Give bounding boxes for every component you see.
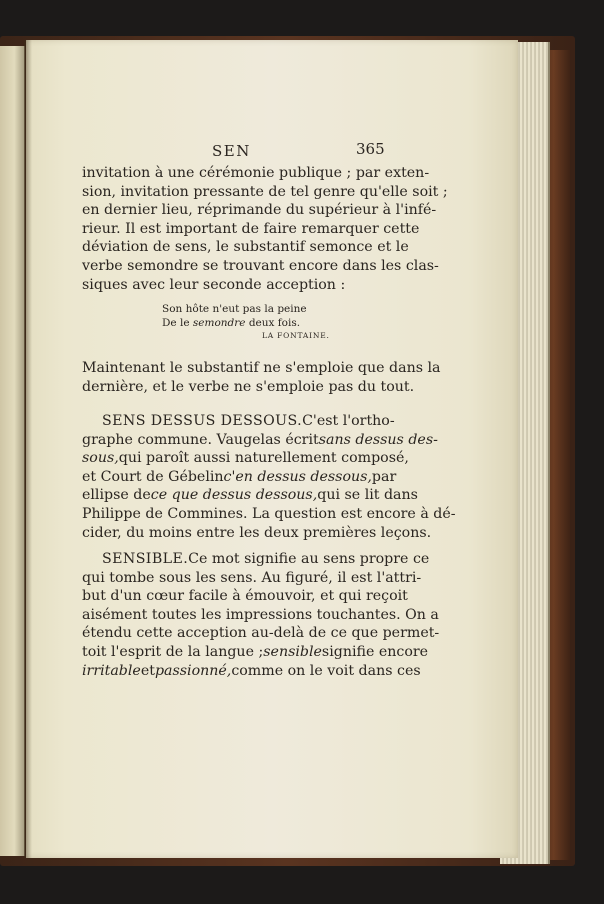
text-line — [82, 257, 439, 276]
headword-text: SENS DESSUS DESSOUS. — [102, 413, 303, 429]
text-span: graphe commune. Vaugelas écrit — [82, 431, 319, 448]
text-line — [82, 550, 430, 569]
quote-line — [162, 316, 307, 330]
text-line — [82, 468, 397, 487]
text-line — [82, 587, 408, 606]
text-span: siques avec leur seconde acception : — [82, 276, 346, 293]
entry-sensible — [82, 550, 440, 680]
quote-line: Son hôte n'eut pas la peine — [162, 303, 307, 315]
text-span: dernière, et le verbe ne s'emploie pas du tout. — [82, 378, 415, 395]
text-span: invitation à une cérémonie publique ; par exten- — [82, 165, 430, 181]
text-line — [82, 164, 430, 183]
quotation — [162, 302, 307, 330]
text-span: toit l'esprit de la langue ; — [82, 643, 264, 660]
italic-span: sensible — [263, 643, 322, 660]
left-page-edge — [0, 46, 25, 856]
text-span: qui se lit dans — [317, 487, 418, 504]
quote-author: LA FONTAINE. — [262, 331, 330, 340]
text-line — [82, 412, 395, 431]
text-span: qui paroît aussi naturellement composé, — [118, 450, 409, 467]
text-span: signifie encore — [321, 643, 429, 660]
text-line — [82, 359, 441, 378]
text-span: en dernier lieu, réprimande du supérieur à l'infé- — [82, 202, 437, 219]
text-span: étendu cette acception au-delà de ce que permet- — [82, 625, 440, 642]
text-span: déviation de sens, le substantif semonce et le — [82, 239, 409, 256]
text-span: verbe semondre se trouvant encore dans les clas- — [82, 257, 439, 274]
text-line — [82, 378, 415, 397]
italic-span: passionné, — [154, 662, 232, 679]
text-line — [82, 276, 385, 295]
italic-span: irritable — [82, 662, 141, 679]
text-line — [82, 662, 421, 681]
text-line — [82, 643, 429, 662]
text-span: C'est l'ortho- — [302, 413, 395, 429]
paragraph-semonce — [82, 164, 448, 294]
text-line — [82, 183, 448, 202]
entry-sens-dessus-dessous — [82, 412, 456, 542]
italic-span: ce que dessus dessous, — [150, 487, 318, 504]
page-number: 365 — [356, 140, 385, 158]
paragraph-maintenant — [82, 359, 441, 396]
italic-span: c'en dessus dessous, — [223, 468, 372, 485]
text-line — [82, 449, 409, 468]
text-span: par — [371, 468, 397, 485]
text-line — [82, 524, 432, 543]
text-span: cider, du moins entre les deux premières leçons. — [82, 524, 432, 541]
text-line — [82, 624, 440, 643]
text-span: Maintenant le substantif ne s'emploie que dans la — [82, 360, 441, 376]
text-line — [82, 486, 418, 505]
text-span: et — [140, 662, 155, 679]
headword-text: SENSIBLE. — [102, 551, 189, 567]
text-line — [82, 220, 420, 239]
text-span: qui tombe sous les sens. Au figuré, il est l'attri- — [82, 569, 422, 586]
text-span: comme on le voit dans ces — [231, 662, 421, 679]
text-span: but d'un cœur facile à émouvoir, et qui reçoit — [82, 588, 408, 605]
text-span: Philippe de Commines. La question est encore à dé- — [82, 505, 456, 522]
text-span: et Court de Gébelin — [82, 468, 224, 485]
text-span: ellipse de — [82, 487, 151, 504]
quote-text: De le — [162, 317, 193, 329]
quote-text: deux fois. — [245, 317, 301, 329]
text-line — [82, 606, 439, 625]
gutter-shadow — [24, 40, 32, 858]
text-line — [82, 505, 456, 524]
running-head: SEN — [212, 142, 251, 160]
text-span: rieur. Il est important de faire remarquer cette — [82, 220, 420, 237]
quote-italic: semondre — [192, 317, 246, 329]
text-line — [82, 201, 437, 220]
text-span: aisément toutes les impressions touchantes. On a — [82, 606, 439, 623]
italic-span: sous, — [82, 450, 119, 467]
text-line — [82, 238, 409, 257]
text-span: Ce mot signifie au sens propre ce — [188, 551, 430, 567]
entry-headword — [82, 550, 188, 569]
entry-headword — [82, 412, 302, 431]
italic-span: sans dessus des- — [318, 431, 438, 448]
text-span: sion, invitation pressante de tel genre qu'elle soit ; — [82, 183, 448, 200]
text-line — [82, 569, 422, 588]
text-line — [82, 431, 438, 450]
